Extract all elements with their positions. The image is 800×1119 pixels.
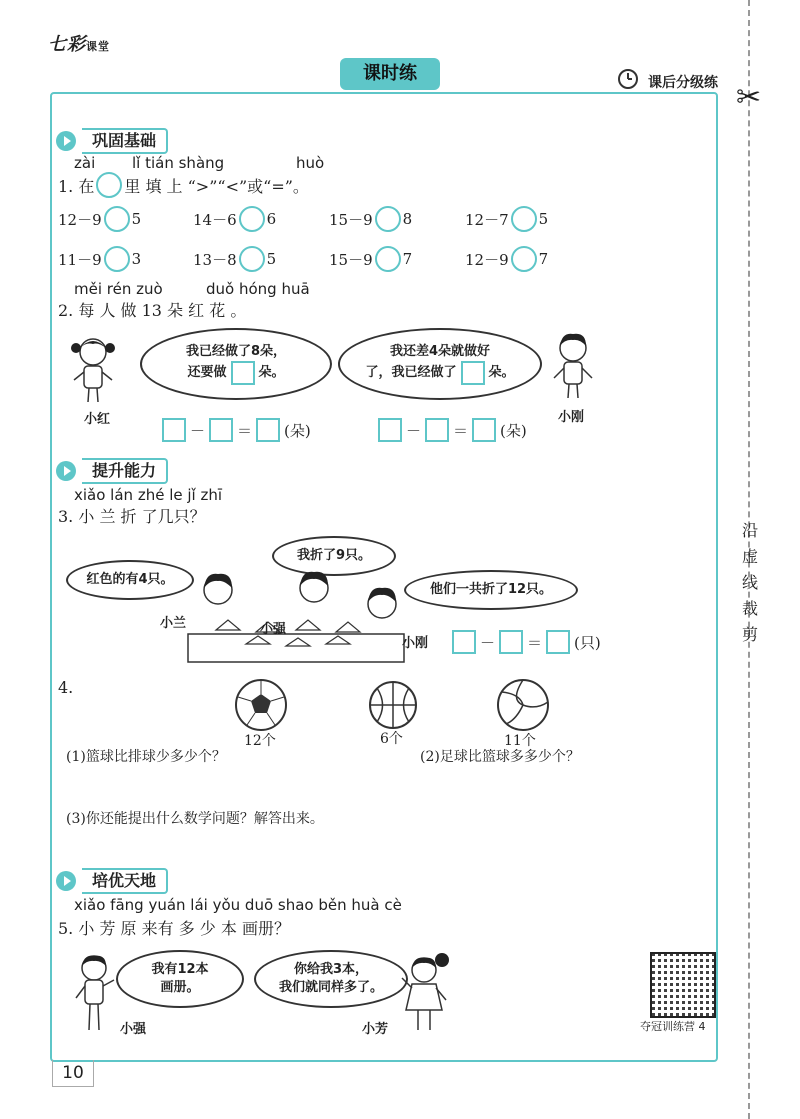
speech-bubble-xiaogang: 我还差4朵就做好 了，我已经做了 朵。 [338, 328, 542, 400]
q4-sub1: (1)篮球比排球少多少个？ [66, 749, 226, 765]
qr-caption: 夺冠训练营 4 [640, 1020, 706, 1033]
comparison-item: 15－9 8 [329, 206, 465, 232]
answer-circle[interactable] [104, 246, 130, 272]
answer-circle[interactable] [239, 206, 265, 232]
play-icon [56, 131, 76, 151]
q4-label: 4. [58, 678, 74, 697]
speech-bubble-xiaoqiang: 我折了9只。 [272, 536, 396, 576]
name-xiaogang-q3: 小刚 [402, 636, 429, 651]
boy-xiaoqiang-illustration [68, 952, 120, 1034]
soccer-ball-icon [234, 678, 288, 732]
q1-row [58, 246, 618, 272]
answer-box[interactable] [461, 361, 485, 385]
section-header-improve: 提升能力 [56, 458, 168, 484]
q2-equation-left: － ＝ (朵) [162, 418, 311, 442]
answer-circle[interactable] [511, 206, 537, 232]
volleyball-count: 11个 [504, 733, 536, 749]
q1-pinyin-2: lǐ tián shàng [132, 154, 225, 172]
scissors-icon: ✂ [736, 80, 762, 115]
brand-logo: 七彩课堂 [48, 34, 110, 55]
name-xiaoqiang-q5: 小强 [120, 1022, 147, 1037]
q2-pinyin-1: měi rén zuò [74, 280, 163, 298]
kids-folding-paper-illustration [186, 566, 408, 666]
q1-pinyin-1: zài [74, 154, 96, 172]
answer-circle[interactable] [511, 246, 537, 272]
comparison-item: 11－9 3 [58, 246, 193, 272]
basketball-count: 6个 [380, 731, 403, 747]
name-xiaoqiang: 小强 [260, 622, 287, 637]
comparison-item: 13－8 5 [193, 246, 329, 272]
answer-circle[interactable] [375, 206, 401, 232]
q4-sub2: (2)足球比篮球多多少个？ [420, 749, 580, 765]
answer-circle[interactable] [104, 206, 130, 232]
speech-bubble-xiaoqiang-q5: 我有12本 画册。 [116, 950, 244, 1008]
speech-bubble-xiaohong: 我已经做了8朵， 还要做 朵。 [140, 328, 332, 400]
name-xiaolan: 小兰 [160, 616, 187, 631]
speech-bubble-xiaolan: 红色的有4只。 [66, 560, 194, 600]
answer-box[interactable] [499, 630, 523, 654]
answer-box[interactable] [256, 418, 280, 442]
section-header-advanced: 培优天地 [56, 868, 168, 894]
cut-instruction: 沿 虚 线 裁 剪 [741, 521, 758, 644]
qr-code[interactable] [650, 952, 716, 1018]
answer-box[interactable] [231, 361, 255, 385]
answer-circle [96, 172, 122, 198]
basketball-icon [368, 680, 418, 730]
play-icon [56, 461, 76, 481]
q1-row [58, 206, 618, 232]
answer-box[interactable] [209, 418, 233, 442]
answer-circle[interactable] [375, 246, 401, 272]
soccer-count: 12个 [244, 733, 276, 749]
answer-box[interactable] [452, 630, 476, 654]
q4-sub3: (3)你还能提出什么数学问题？解答出来。 [66, 811, 324, 827]
q3-equation: － ＝ (只) [452, 630, 601, 654]
q2-instruction: 2. 每 人 做 13 朵 红 花 。 [58, 301, 247, 320]
comparison-item: 12－7 5 [465, 206, 548, 232]
section-header-basic: 巩固基础 [56, 128, 168, 154]
q3-pinyin: xiǎo lán zhé le jǐ zhī [74, 486, 223, 504]
q1-instruction: 1. 在 里 填 上 “>”“<”或“=”。 [58, 172, 309, 198]
q2-pinyin-2: duǒ hóng huā [206, 280, 310, 298]
speech-bubble-xiaofang: 你给我3本， 我们就同样多了。 [254, 950, 408, 1008]
answer-box[interactable] [378, 418, 402, 442]
q1-pinyin-3: huò [296, 154, 325, 172]
q2-equation-right: － ＝ (朵) [378, 418, 527, 442]
comparison-item: 15－9 7 [329, 246, 465, 272]
girl-xiaofang-illustration [398, 950, 454, 1034]
clock-icon [616, 66, 640, 90]
answer-circle[interactable] [239, 246, 265, 272]
name-xiaohong: 小红 [84, 412, 111, 427]
volleyball-icon [496, 678, 550, 732]
boy-xiaogang-illustration [548, 330, 598, 402]
page-number: 10 [52, 1060, 94, 1087]
answer-box[interactable] [425, 418, 449, 442]
page-subtitle: 课后分级练 [648, 75, 718, 91]
q1-rows [58, 206, 618, 272]
play-icon [56, 871, 76, 891]
q5-instruction: 5. 小 芳 原 来有 多 少 本 画册？ [58, 919, 290, 938]
answer-box[interactable] [546, 630, 570, 654]
q5-pinyin: xiǎo fāng yuán lái yǒu duō shao běn huà cè [74, 896, 402, 914]
answer-box[interactable] [472, 418, 496, 442]
comparison-item: 12－9 5 [58, 206, 193, 232]
girl-xiaohong-illustration [68, 334, 118, 406]
comparison-item: 14－6 6 [193, 206, 329, 232]
speech-bubble-xiaogang-q3: 他们一共折了12只。 [404, 570, 578, 610]
page-title: 课时练 [340, 58, 440, 90]
q3-instruction: 3. 小 兰 折 了几只？ [58, 507, 206, 526]
name-xiaogang: 小刚 [558, 410, 585, 425]
answer-box[interactable] [162, 418, 186, 442]
comparison-item: 12－9 7 [465, 246, 548, 272]
name-xiaofang: 小芳 [362, 1022, 389, 1037]
